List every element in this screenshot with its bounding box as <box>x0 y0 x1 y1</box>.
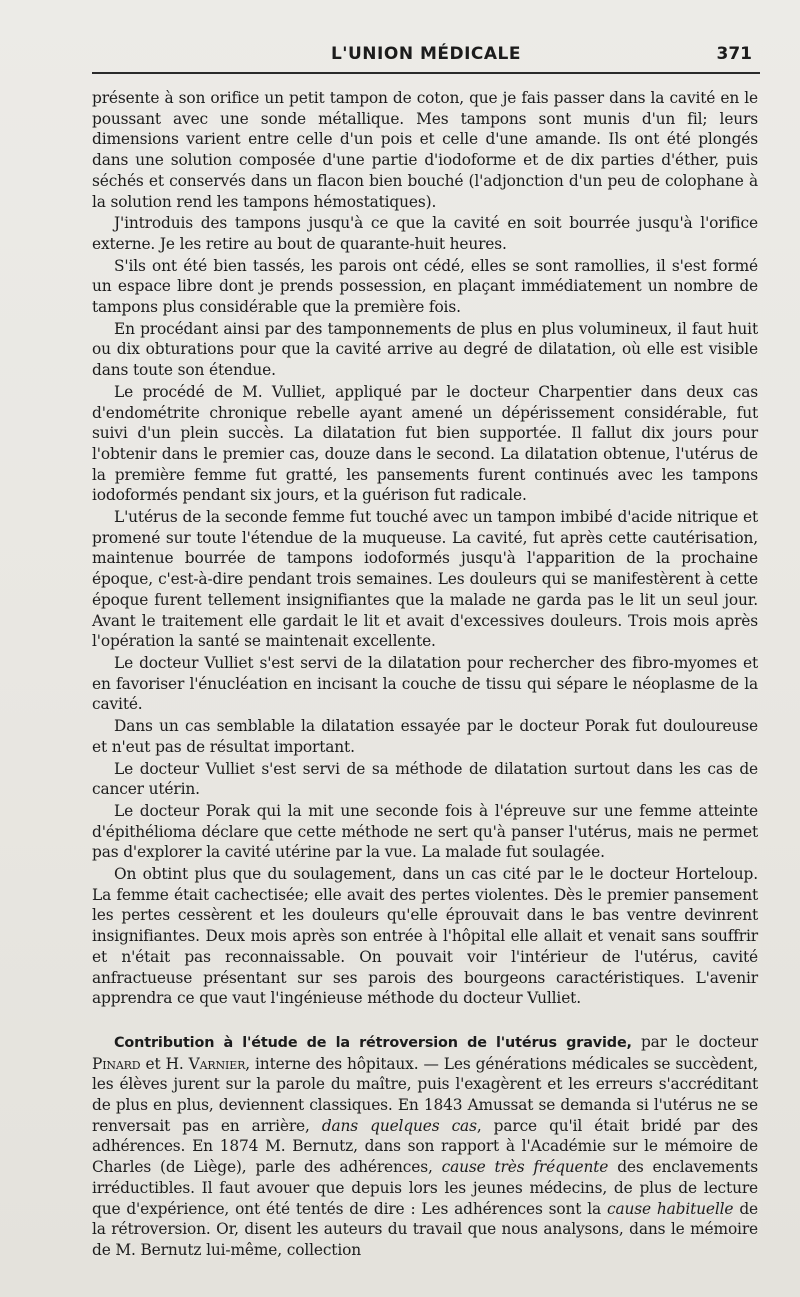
paragraph-10: Le docteur Porak qui la mit une seconde fois à l'épreuve sur une femme atteinte d'épithélioma déclare que cette méthode ne sert qu'à panser l'utérus, mais ne permet pas d'explorer la cavité utérine par la vue. La malade fut soulagée. <box>92 801 758 862</box>
review-emphasis-3: cause habituelle <box>606 1199 734 1218</box>
journal-title: L'UNION MÉDICALE <box>330 44 522 64</box>
review-emphasis-1: dans quelques cas <box>321 1116 477 1135</box>
paragraph-7: Le docteur Vulliet s'est servi de la dilatation pour rechercher des fibro-myomes et en favoriser l'énucléation en incisant la couche de tissu qui sépare le néoplasme de la cavité. <box>92 653 758 714</box>
review-title: Contribution à l'étude de la rétroversion de l'utérus gravide, <box>114 1034 632 1051</box>
review-text-4: , parce qu'il était bridé par des adhérences. En 1874 M. Bernutz, dans son rapport à l'Académie sur le mémoire de Charles (de Liège), parle des adhérences, <box>92 1116 758 1177</box>
paragraph-6: L'utérus de la seconde femme fut touché avec un tampon imbibé d'acide nitrique et promené sur toute l'étendue de la muqueuse. La cavité, fut après cette cautérisation, maintenue bourrée de tampons iodoformés jusqu'à l'apparition de la prochaine époque, c'est-à-dire pendant trois semaines. Les douleurs qui se manifestèrent à cette époque furent tellement insignifiantes que la malade ne garda pas le lit un seul jour. Avant le traitement elle gardait le lit et avait d'excessives douleurs. Trois mois après l'opération la santé se maintenait excellente. <box>92 508 758 651</box>
section-gap <box>92 1010 758 1032</box>
paragraph-1: présente à son orifice un petit tampon de coton, que je fais passer dans la cavité en le poussant avec une sonde métallique. Mes tampons sont munis d'un fil; leurs dimensions varient entre celle d'un pois et celle d'une amande. Ils ont été plongés dans une solution composée d'une partie d'iodoforme et de dix parties d'éther, puis séchés et conservés dans un flacon bien bouché (l'adjonction d'un peu de colophane à la solution rend les tampons hémostatiques). <box>92 89 758 211</box>
page-header <box>92 42 760 70</box>
page-number: 371 <box>716 44 752 64</box>
review-text-6: de la rétroversion. Or, disent les auteurs du travail que nous analysons, dans le mémoire de M. Bernutz lui-même, collection <box>92 1199 759 1259</box>
review-text-1: par le docteur <box>631 1032 758 1051</box>
paragraph-4: En procédant ainsi par des tamponnements de plus en plus volumineux, il faut huit ou dix obturations pour que la cavité arrive au degré de dilatation, où elle est visible dans toute son étendue. <box>92 319 758 380</box>
header-rule <box>92 72 760 74</box>
paragraph-11: On obtint plus que du soulagement, dans un cas cité par le le docteur Horteloup. La femme était cachectisée; elle avait des pertes violentes. Dès le premier pansement les pertes cessèrent et les douleurs qu'elle éprouvait dans le bas ventre devinrent insignifiantes. Deux mois après son entrée à l'hôpital elle allait et venait sans souffrir et n'était pas reconnaissable. On pouvait voir l'intérieur de l'utérus, cavité anfractueuse présentant sur ses parois des bourgeons caractéristiques. L'avenir apprendra ce que vaut l'ingénieuse méthode du docteur Vulliet. <box>92 865 758 1008</box>
paragraph-3: S'ils ont été bien tassés, les parois ont cédé, elles se sont ramollies, il s'est formé un espace libre dont je prends possession, en plaçant immédiatement un nombre de tampons plus considérable que la première fois. <box>92 256 758 317</box>
review-emphasis-2: cause très fréquente <box>441 1158 609 1177</box>
review-author-varnier: Varnier <box>188 1054 246 1073</box>
review-text-2: et H. <box>140 1054 189 1073</box>
paragraph-9: Le docteur Vulliet s'est servi de sa méthode de dilatation surtout dans les cas de cancer utérin. <box>92 759 758 799</box>
article-body <box>92 88 758 1262</box>
review-author-pinard: Pinard <box>92 1054 141 1073</box>
review-text-5: des enclavements irréductibles. Il faut avouer que depuis lors les jeunes médecins, de plus de lecture que d'expérience, ont été tentés de dire : Les adhérences sont la <box>92 1158 758 1218</box>
review-paragraph <box>92 1032 758 1261</box>
paragraph-8: Dans un cas semblable la dilatation essayée par le docteur Porak fut douloureuse et n'eut pas de résultat important. <box>92 717 758 756</box>
paragraph-2: J'introduis des tampons jusqu'à ce que la cavité en soit bourrée jusqu'à l'orifice externe. Je les retire au bout de quarante-huit heures. <box>92 214 758 253</box>
paragraph-5: Le procédé de M. Vulliet, appliqué par le docteur Charpentier dans deux cas d'endométrite chronique rebelle ayant amené un dépérissement considérable, fut suivi d'un plein succès. La dilatation fut bien supportée. Il fallut dix jours pour l'obtenir dans le premier cas, douze dans le second. La dilatation obtenue, l'utérus de la première femme fut gratté, les pansements furent continués avec les tampons iodoformés pendant six jours, et la guérison fut radicale. <box>92 382 758 505</box>
review-text-3: , interne des hôpitaux. — Les générations médicales se succèdent, les élèves jurent sur la parole du maître, puis l'exagèrent et les erreurs s'accréditant de plus en plus, deviennent classiques. En 1843 Amussat se demanda si l'utérus ne se renversait pas en arrière, <box>92 1054 758 1135</box>
